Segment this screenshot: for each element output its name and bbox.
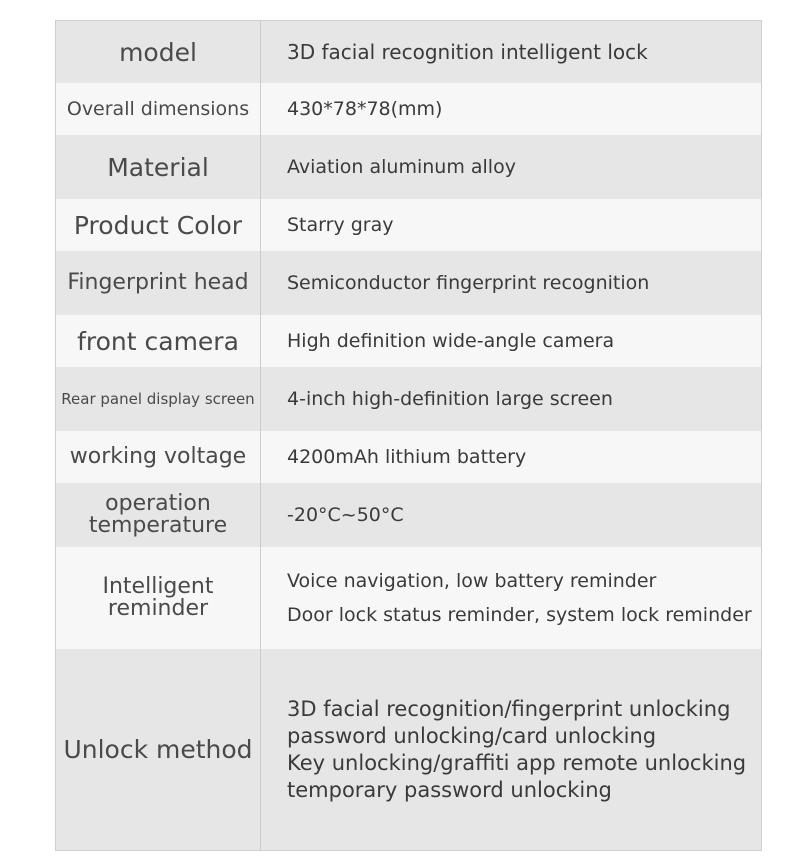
spec-label: Overall dimensions xyxy=(56,83,261,135)
spec-row-display xyxy=(56,367,761,431)
spec-value-line: 4-inch high-definition large screen xyxy=(287,388,613,410)
spec-label: Rear panel display screen xyxy=(56,367,261,431)
spec-value-line: 430*78*78(mm) xyxy=(287,98,443,120)
spec-value-line: 4200mAh lithium battery xyxy=(287,446,527,468)
spec-value-line: High definition wide-angle camera xyxy=(287,330,615,352)
spec-label: Product Color xyxy=(56,199,261,251)
spec-row-material xyxy=(56,135,761,199)
spec-value-line: Starry gray xyxy=(287,214,394,236)
spec-label: working voltage xyxy=(56,431,261,483)
spec-table xyxy=(55,20,762,851)
spec-row-dimensions xyxy=(56,83,761,135)
spec-value xyxy=(261,83,761,135)
spec-row-fingerprint xyxy=(56,251,761,315)
spec-value xyxy=(261,547,761,649)
spec-value-line: temporary password unlocking xyxy=(287,777,612,802)
spec-value xyxy=(261,21,761,83)
spec-row-camera xyxy=(56,315,761,367)
spec-value-line: 3D facial recognition intelligent lock xyxy=(287,40,648,64)
spec-value xyxy=(261,483,761,547)
spec-value xyxy=(261,431,761,483)
spec-value xyxy=(261,315,761,367)
spec-value-line: -20°C~50°C xyxy=(287,504,404,526)
spec-label: front camera xyxy=(56,315,261,367)
spec-value-line: Semiconductor fingerprint recognition xyxy=(287,272,650,294)
spec-row-temperature xyxy=(56,483,761,547)
spec-label: Intelligent reminder xyxy=(56,547,261,649)
spec-label: model xyxy=(56,21,261,83)
spec-value-line: Aviation aluminum alloy xyxy=(287,156,516,178)
spec-row-unlock xyxy=(56,649,761,850)
spec-value xyxy=(261,199,761,251)
spec-label: Material xyxy=(56,135,261,199)
spec-value xyxy=(261,649,761,850)
spec-value-line: Door lock status reminder, system lock reminder xyxy=(287,604,752,626)
spec-value-line: Voice navigation, low battery reminder xyxy=(287,570,657,592)
spec-row-reminder xyxy=(56,547,761,649)
spec-value-line: Key unlocking/graffiti app remote unlocking xyxy=(287,750,747,775)
spec-value-line: 3D facial recognition/fingerprint unlocking xyxy=(287,696,731,721)
spec-label: Fingerprint head xyxy=(56,251,261,315)
spec-row-model xyxy=(56,21,761,83)
spec-label: operation temperature xyxy=(56,483,261,547)
spec-row-voltage xyxy=(56,431,761,483)
spec-value xyxy=(261,135,761,199)
spec-value-line: password unlocking/card unlocking xyxy=(287,723,657,748)
spec-label: Unlock method xyxy=(56,649,261,850)
spec-value xyxy=(261,251,761,315)
spec-row-color xyxy=(56,199,761,251)
spec-value xyxy=(261,367,761,431)
